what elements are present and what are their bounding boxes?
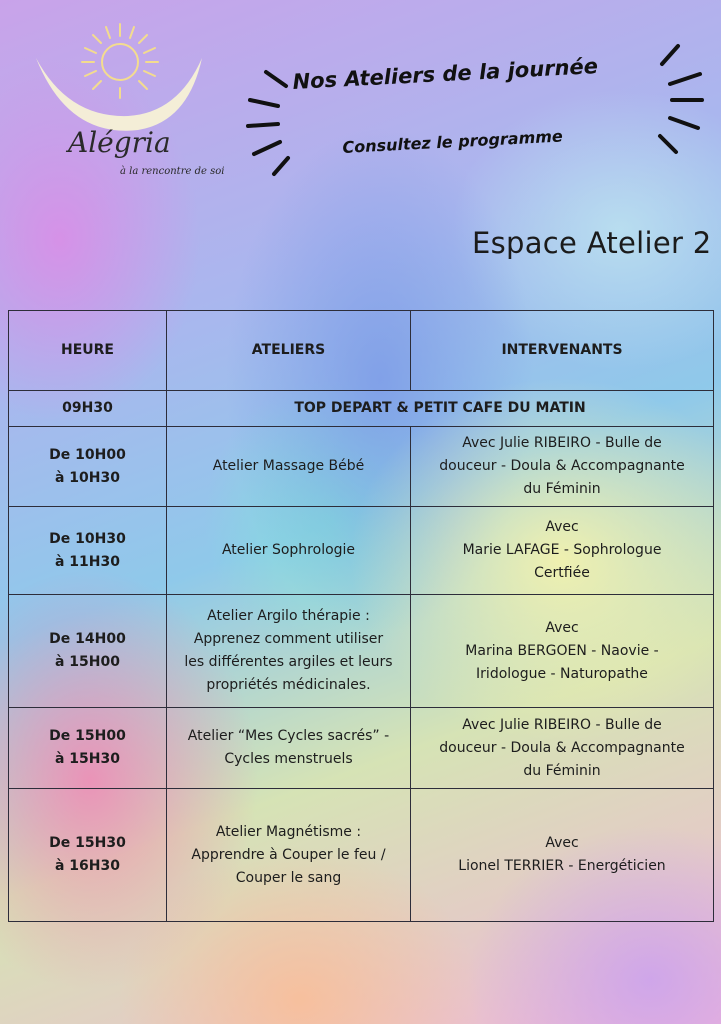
atelier-cell	[167, 708, 411, 789]
atelier-cell-line: Atelier Massage Bébé	[212, 458, 365, 474]
time-cell-line: De 10H30	[49, 530, 126, 547]
intervenant-cell-line: Avec	[545, 519, 579, 535]
time-cell-line: De 15H30	[49, 835, 126, 851]
time-cell-line: De 10H00	[49, 446, 126, 463]
atelier-cell-line: Couper le sang	[235, 869, 342, 886]
intervenant-cell-line: Avec Julie RIBEIRO - Bulle de	[462, 435, 662, 451]
intervenant-cell	[411, 708, 714, 789]
intervenant-cell	[411, 507, 714, 595]
time-cell-line: à 15H00	[54, 654, 120, 670]
page-title: Nos Ateliers de la journée	[292, 54, 599, 94]
atelier-cell-line: Atelier Sophrologie	[221, 542, 356, 558]
atelier-cell-line: Atelier Magnétisme :	[215, 823, 362, 840]
space-heading: Espace Atelier 2	[472, 226, 712, 260]
intervenant-cell-line: Lionel TERRIER - Energéticien	[458, 858, 666, 874]
atelier-cell-line: Atelier “Mes Cycles sacrés” -	[187, 728, 390, 744]
brand-tagline: à la rencontre de soi	[120, 166, 225, 177]
atelier-cell	[167, 789, 411, 922]
atelier-cell	[167, 507, 411, 595]
atelier-cell-line: les différentes argiles et leurs	[184, 654, 393, 670]
intervenant-cell-line: Avec	[545, 619, 579, 636]
atelier-cell	[167, 595, 411, 708]
time-cell	[9, 427, 167, 507]
schedule-table	[8, 310, 714, 922]
atelier-cell-line: Apprendre à Couper le feu /	[191, 846, 386, 863]
brand-name: Alégria	[68, 126, 171, 159]
atelier-cell-line: Cycles menstruels	[224, 751, 353, 767]
intervenant-cell-line: Marina BERGOEN - Naovie -	[465, 642, 659, 659]
time-cell	[9, 595, 167, 708]
intervenant-cell	[411, 789, 714, 922]
table-row	[9, 427, 714, 507]
intervenant-cell-line: Avec	[545, 835, 579, 851]
opening-time: 09H30	[9, 391, 167, 427]
opening-label: TOP DEPART & PETIT CAFE DU MATIN	[167, 391, 714, 427]
table-row	[9, 789, 714, 922]
atelier-cell-line: Atelier Argilo thérapie :	[207, 608, 370, 624]
time-cell	[9, 789, 167, 922]
table-row	[9, 507, 714, 595]
table-row	[9, 595, 714, 708]
header-heure: HEURE	[9, 311, 167, 391]
intervenant-cell-line: Marie LAFAGE - Sophrologue	[462, 542, 662, 558]
atelier-cell-line: Apprenez comment utiliser	[193, 631, 384, 647]
time-cell	[9, 708, 167, 789]
table-header-row	[9, 311, 714, 391]
intervenant-cell-line: du Féminin	[523, 481, 601, 497]
time-cell-line: De 15H00	[49, 728, 126, 744]
intervenant-cell-line: douceur - Doula & Accompagnante	[439, 739, 685, 756]
right-burst-icon	[648, 40, 708, 160]
intervenant-cell	[411, 595, 714, 708]
intervenant-cell-line: Certfiée	[534, 565, 590, 581]
header-intervenants: INTERVENANTS	[411, 311, 714, 391]
opening-row	[9, 391, 714, 427]
intervenant-cell-line: douceur - Doula & Accompagnante	[439, 458, 685, 474]
time-cell-line: à 11H30	[54, 553, 120, 570]
page-subtitle: Consultez le programme	[342, 126, 564, 157]
time-cell-line: De 14H00	[49, 631, 126, 647]
intervenant-cell	[411, 427, 714, 507]
time-cell-line: à 15H30	[54, 751, 120, 767]
time-cell-line: à 16H30	[54, 858, 120, 874]
intervenant-cell-line: Iridologue - Naturopathe	[476, 665, 648, 682]
header-ateliers: ATELIERS	[167, 311, 411, 391]
intervenant-cell-line: Avec Julie RIBEIRO - Bulle de	[462, 716, 662, 733]
intervenant-cell-line: du Féminin	[523, 762, 601, 779]
atelier-cell-line: propriétés médicinales.	[206, 677, 371, 693]
time-cell	[9, 507, 167, 595]
logo	[28, 18, 228, 183]
table-row	[9, 708, 714, 789]
time-cell-line: à 10H30	[54, 469, 120, 486]
atelier-cell	[167, 427, 411, 507]
